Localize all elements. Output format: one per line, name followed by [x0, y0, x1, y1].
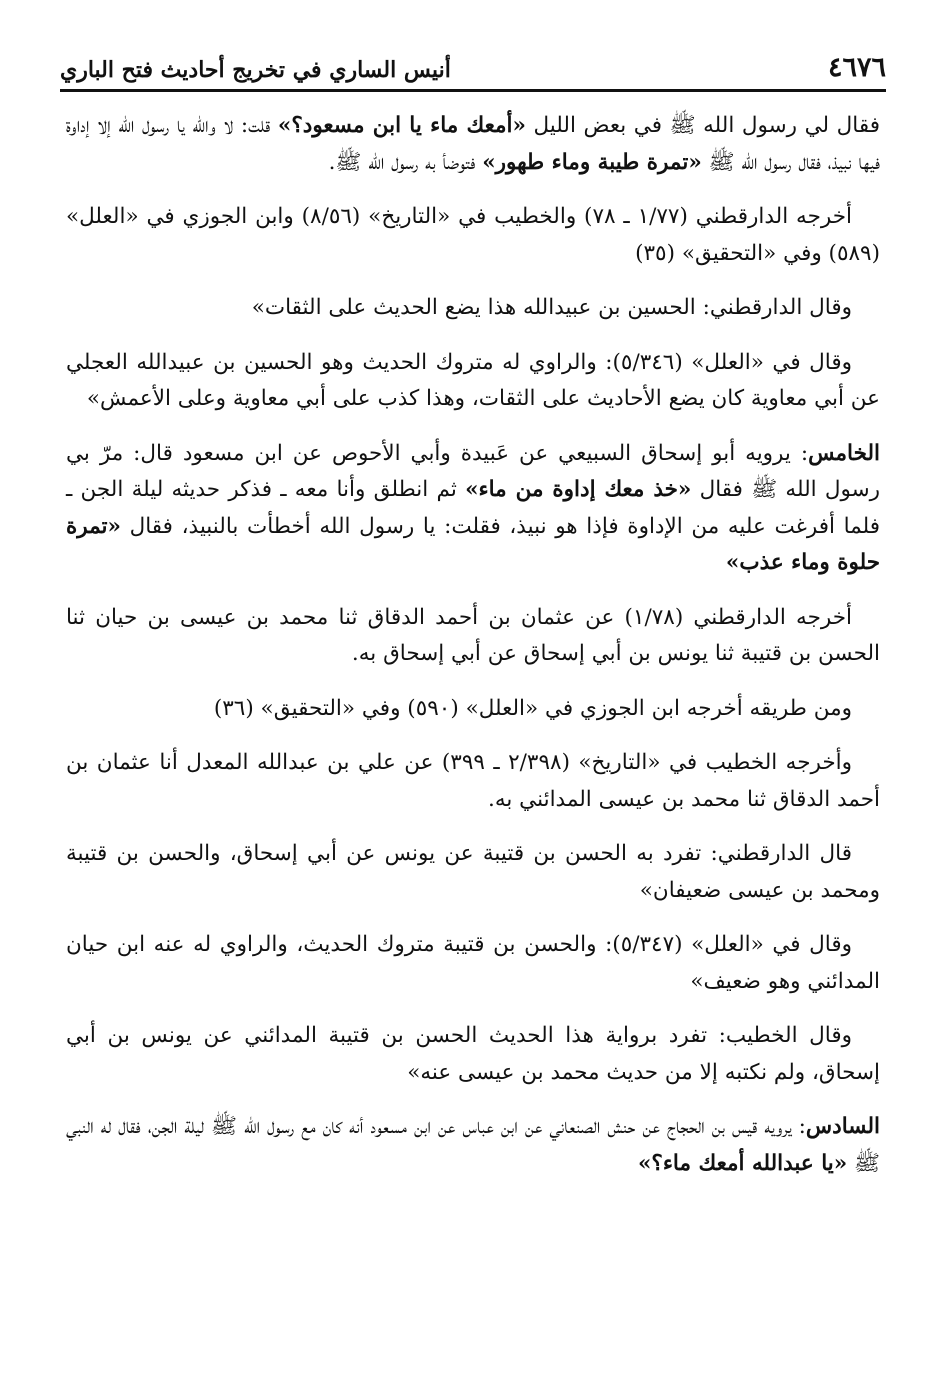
text-run: وقال الخطيب: تفرد برواية هذا الحديث الحسن بن قتيبة المدائني عن يونس بن أبي إسحاق، ولم نكتبه إلا من حديث محمد بن عيسى عنه»: [66, 1023, 880, 1085]
text-run: أخرجه الدارقطني (١/٧٨) عن عثمان بن أحمد الدقاق ثنا محمد بن عيسى بن حيان ثنا الحسن بن قتيبة ثنا يونس بن أبي إسحاق عن أبي إسحاق به.: [66, 604, 880, 666]
text-run: وقال في «العلل» (٥/٣٤٦): والراوي له متروك الحديث وهو الحسين بن عبيدالله العجلي عن أبي معاوية كان يضع الأحاديث على الثقات، وهذا كذب على أبي معاوية وعلى الأعمش»: [66, 349, 880, 411]
bold-text: «خذ معك إداوة من ماء»: [465, 477, 692, 502]
text-run: قال الدارقطني: تفرد به الحسن بن قتيبة عن يونس عن أبي إسحاق، والحسن بن قتيبة ومحمد بن عيسى ضعيفان»: [66, 841, 880, 903]
text-run: : يرويه أبو إسحاق السبيعي عن عَبيدة وأبي الأحوص عن ابن مسعود قال: مرّ بي رسول الله ﷺ فقال: [66, 440, 880, 502]
text-run: وقال الدارقطني: الحسين بن عبيدالله هذا يضع الحديث على الثقات»: [251, 295, 852, 320]
paragraph: [66, 108, 880, 181]
paragraph: [66, 600, 880, 673]
text-run: أخرجه الدارقطني (١/٧٧ ـ ٧٨) والخطيب في «التاريخ» (٨/٥٦) وابن الجوزي في «العلل» (٥٨٩) وفي «التحقيق» (٣٥): [66, 204, 880, 266]
paragraph: [66, 927, 880, 1000]
paragraph: [66, 436, 880, 582]
text-run: : يرويه قيس بن الحجاج عن حنش الصنعاني عن ابن عباس عن ابن مسعود أنه كان مع رسول الله ﷺ ليلة الجن، فقال له النبي ﷺ: [66, 1114, 880, 1176]
text-run: وقال في «العلل» (٥/٣٤٧): والحسن بن قتيبة متروك الحديث، والراوي له عنه ابن حيان المدائني وهو ضعيف»: [66, 932, 880, 994]
paragraph: [66, 691, 880, 728]
page-header: [60, 50, 886, 92]
text-run: فتوضأ به رسول الله ﷺ.: [328, 149, 483, 175]
paragraph: [66, 345, 880, 418]
text-run: وأخرجه الخطيب في «التاريخ» (٢/٣٩٨ ـ ٣٩٩) عن علي بن عبدالله المعدل أنا عثمان بن أحمد الدقاق ثنا محمد بن عيسى المدائني به.: [66, 750, 880, 812]
bold-text: «يا عبدالله أمعك ماء؟»: [637, 1150, 848, 1176]
bold-text: السادس: [805, 1114, 880, 1139]
text-run: قلت: لا والله يا رسول الله إلا إداوة فيها نبيذ، فقال رسول الله ﷺ: [66, 113, 880, 175]
text-run: ومن طريقه أخرجه ابن الجوزي في «العلل» (٥٩٠) وفي «التحقيق» (٣٦): [213, 695, 852, 721]
bold-text: «تمرة طيبة وماء طهور»: [482, 149, 702, 175]
paragraph: [66, 1018, 880, 1091]
text-run: فقال لي رسول الله ﷺ في بعض الليل: [525, 113, 880, 138]
paragraph: [66, 836, 880, 909]
page-number: ٤٦٧٦: [827, 52, 886, 83]
bold-text: الخامس: [808, 440, 880, 466]
text-run: ثم انطلق وأنا معه ـ فذكر حديثه ليلة الجن ـ فلما أفرغت عليه من الإداوة فإذا هو نبيذ، فقلت: يا رسول الله أخطأت بالنبيذ، فقال: [66, 477, 880, 539]
bold-text: «أمعك ماء يا ابن مسعود؟»: [277, 113, 526, 138]
page-body: [66, 108, 880, 1200]
paragraph: [66, 290, 880, 327]
paragraph: [66, 1109, 880, 1182]
running-title: أنيس الساري في تخريج أحاديث فتح الباري: [60, 57, 451, 83]
paragraph: [66, 745, 880, 818]
paragraph: [66, 199, 880, 272]
bold-text: «تمرة حلوة وماء عذب»: [66, 513, 880, 575]
